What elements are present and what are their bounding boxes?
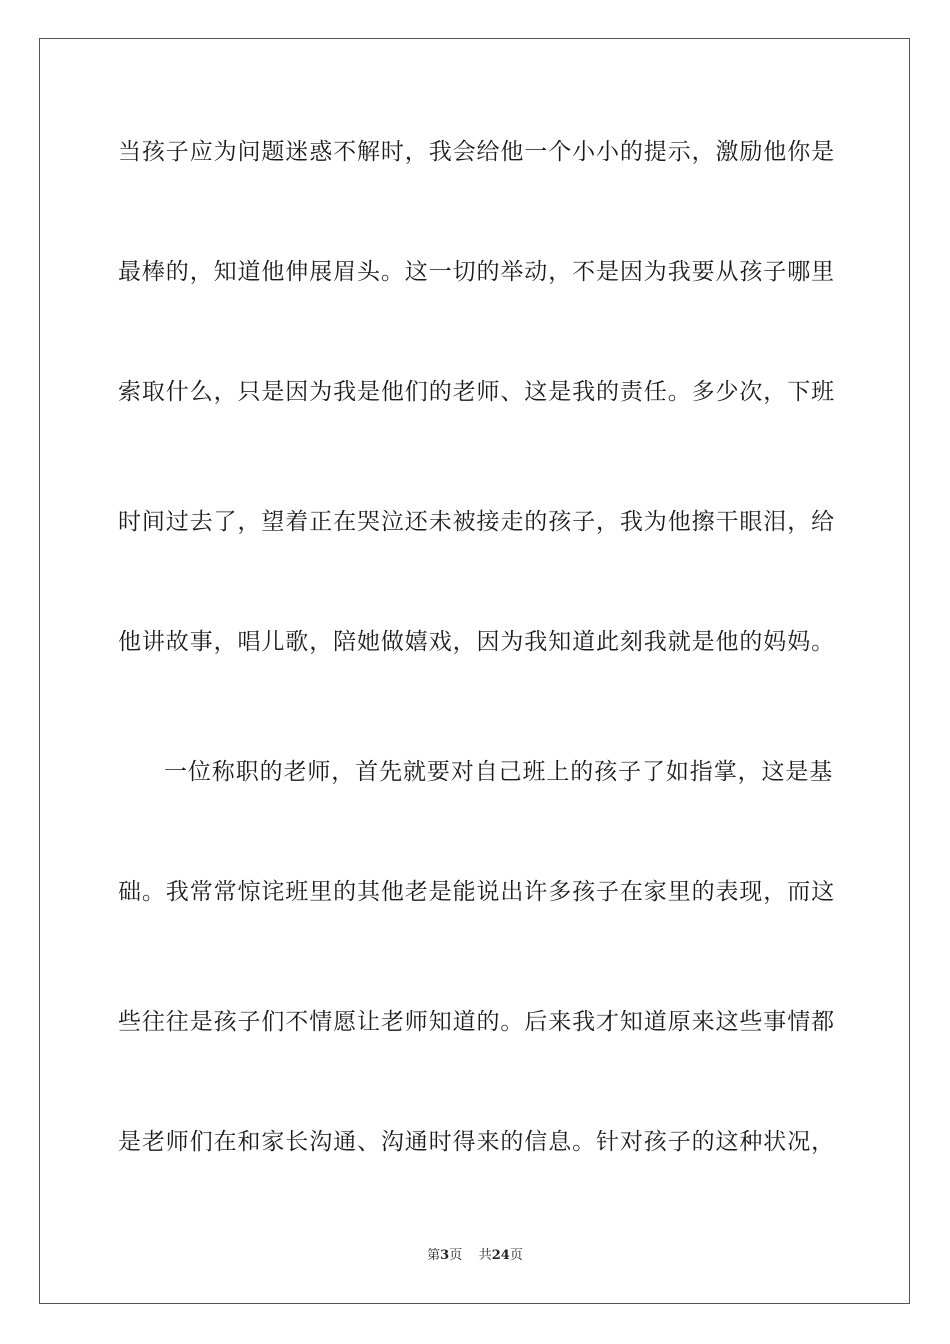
page-suffix: 页 xyxy=(449,1248,463,1263)
text-line-3: 索取什么，只是因为我是他们的老师、这是我的责任。多少次，下班 xyxy=(118,379,835,405)
page-footer xyxy=(0,1247,950,1265)
total-pages: 24 xyxy=(491,1248,510,1263)
total-prefix: 共 xyxy=(478,1248,492,1263)
text-line-8: 些往往是孩子们不情愿让老师知道的。后来我才知道原来这些事情都 xyxy=(118,1009,835,1035)
text-line-4: 时间过去了，望着正在哭泣还未被接走的孩子，我为他擦干眼泪，给 xyxy=(118,509,835,535)
page-border xyxy=(39,38,910,1304)
text-line-6-paragraph-start: 一位称职的老师，首先就要对自己班上的孩子了如指掌，这是基 xyxy=(164,759,834,785)
page-number: 3 xyxy=(440,1248,450,1263)
text-line-9: 是老师们在和家长沟通、沟通时得来的信息。针对孩子的这种状况， xyxy=(118,1129,835,1155)
text-line-1: 当孩子应为问题迷惑不解时，我会给他一个小小的提示，激励他你是 xyxy=(118,139,835,165)
page-prefix: 第 xyxy=(427,1248,441,1263)
total-suffix: 页 xyxy=(509,1248,523,1263)
text-line-2: 最棒的，知道他伸展眉头。这一切的举动，不是因为我要从孩子哪里 xyxy=(118,259,835,285)
text-line-7: 础。我常常惊诧班里的其他老是能说出许多孩子在家里的表现，而这 xyxy=(118,879,835,905)
text-line-5: 他讲故事，唱儿歌，陪她做嬉戏，因为我知道此刻我就是他的妈妈。 xyxy=(118,629,835,655)
